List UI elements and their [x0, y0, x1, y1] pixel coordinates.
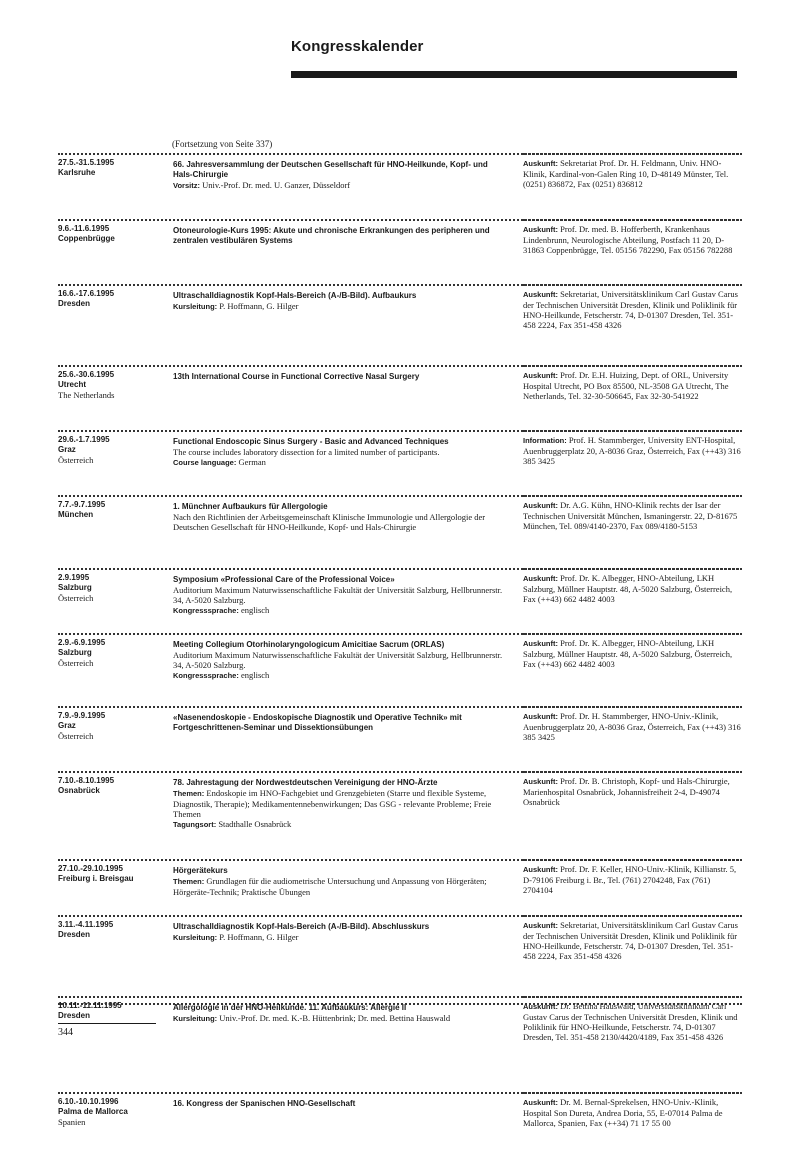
event-info-label: Auskunft:	[523, 865, 558, 874]
event-main-column	[173, 1003, 508, 1024]
event-info-text: Prof. Dr. H. Stammberger, HNO-Univ.-Klinik, Auenbruggerplatz 20, A-8036 Graz, Österreich, Fax (++43) 316 385 3425	[523, 711, 741, 742]
event-place: Graz	[58, 721, 76, 730]
event-entry	[58, 153, 742, 219]
event-info-column	[523, 224, 742, 255]
title-rule	[291, 71, 737, 78]
event-detail	[173, 457, 508, 468]
event-main-column	[173, 866, 508, 897]
event-entry	[58, 859, 742, 915]
event-title: 78. Jahrestagung der Nordwestdeutschen Vereinigung der HNO-Ärzte	[173, 778, 438, 787]
event-title: «Nasenendoskopie - Endoskopische Diagnostik und Operative Technik» mit Fortgeschrittenen-Seminar und Dissektionsübungen	[173, 713, 462, 732]
event-info-text: Prof. Dr. med. B. Hofferberth, Krankenhaus Lindenbrunn, Neurologische Abteilung, Postfach 11 20, D-31863 Coppenbrügge, Tel. 05156 782290, Fax 05156 782288	[523, 224, 733, 255]
event-main-column	[173, 778, 508, 830]
event-info-label: Auskunft:	[523, 1002, 558, 1011]
event-date: 7.9.-9.9.1995	[58, 711, 106, 720]
event-title: 66. Jahresversammlung der Deutschen Gesellschaft für HNO-Heilkunde, Kopf- und Hals-Chirurgie	[173, 160, 488, 179]
event-place: Dresden	[58, 930, 91, 939]
event-info-text: Prof. H. Stammberger, University ENT-Hospital, Auenbruggerplatz 20, A-8036 Graz, Österreich, Fax (++43) 316 385 3425	[523, 435, 741, 466]
event-date: 9.6.-11.6.1995	[58, 224, 110, 233]
event-info-text: Sekretariat, Universitätsklinikum Carl Gustav Carus der Technischen Universität Dresden, Klinik und Poliklinik für HNO-Heilkunde, Fetscherstr. 74, D-01307 Dresden, Tel. 351-458 2224, Fax 351-458 4326	[523, 920, 738, 961]
event-entry	[58, 633, 742, 706]
event-detail	[173, 876, 508, 897]
event-place: München	[58, 510, 94, 519]
event-date-column	[58, 158, 163, 178]
footer-rule	[58, 1023, 156, 1024]
event-main-column	[173, 575, 508, 616]
event-detail-text: Endoskopie im HNO-Fachgebiet und Grenzgebieten (Starre und flexible Systeme, Diagnostik, Therapie); Medikamentennebenwirkungen; Das GSG - relevante Probleme; Freie Themen	[173, 788, 492, 819]
event-title: Allergologie in der HNO-Heilkunde. 11. Aufbaukurs: Allergie II	[173, 1003, 407, 1012]
event-detail	[173, 605, 508, 616]
event-info-column	[523, 500, 742, 531]
event-place: Graz	[58, 445, 76, 454]
event-detail-label: Themen:	[173, 789, 205, 798]
event-date: 2.9.1995	[58, 573, 90, 582]
event-entry	[58, 284, 742, 365]
event-info-column	[523, 711, 742, 742]
event-date-column	[58, 1097, 163, 1127]
event-main-column	[173, 713, 508, 733]
event-info-label: Auskunft:	[523, 371, 558, 380]
event-date-column	[58, 289, 163, 309]
event-detail	[173, 819, 508, 830]
event-date-column	[58, 435, 163, 465]
event-detail-text: Auditorium Maximum Naturwissenschaftliche Fakultät der Universität Salzburg, Hellbrunnerstr. 34, A-5020 Salzburg.	[173, 585, 503, 605]
event-detail-text: Auditorium Maximum Naturwissenschaftliche Fakultät der Universität Salzburg, Hellbrunnerstr. 34, A-5020 Salzburg.	[173, 650, 503, 670]
event-place: Salzburg	[58, 648, 92, 657]
event-title: Ultraschalldiagnostik Kopf-Hals-Bereich (A-/B-Bild). Aufbaukurs	[173, 291, 417, 300]
event-date-column	[58, 573, 163, 603]
event-country: Österreich	[58, 455, 94, 465]
event-info-label: Auskunft:	[523, 1098, 558, 1107]
event-detail-label: Kursleitung:	[173, 933, 218, 942]
event-date: 3.11.-4.11.1995	[58, 920, 114, 929]
event-info-column	[523, 370, 742, 401]
event-info-text: Sekretariat Prof. Dr. H. Feldmann, Univ. HNO-Klinik, Kardinal-von-Galen Ring 10, D-48149 Münster, Tel. (0251) 836872, Fax (0251) 836812	[523, 158, 729, 189]
event-place: Coppenbrügge	[58, 234, 115, 243]
event-detail-text: englisch	[240, 670, 270, 680]
event-info-text: Prof. Dr. B. Christoph, Kopf- und Hals-Chirurgie, Marienhospital Osnabrück, Johannisfreiheit 2-4, D-49074 Osnabrück	[523, 776, 730, 807]
event-info-text: Dr. M. Bernal-Sprekelsen, HNO-Univ.-Klinik, Hospital Son Dureta, Andrea Doria, 55, E-07014 Palma de Mallorca, Spanien, Fax (++34) 71 17 55 00	[523, 1097, 723, 1128]
event-country: The Netherlands	[58, 390, 115, 400]
event-detail	[173, 301, 508, 312]
page-title: Kongresskalender	[291, 38, 424, 55]
event-place: Freiburg i. Breisgau	[58, 874, 134, 883]
event-title: Functional Endoscopic Sinus Surgery - Basic and Advanced Techniques	[173, 437, 449, 446]
event-date: 10.11.-11.11.1995	[58, 1001, 122, 1010]
event-detail-label: Kursleitung:	[173, 1014, 218, 1023]
event-date: 7.7.-9.7.1995	[58, 500, 106, 509]
event-info-label: Auskunft:	[523, 159, 558, 168]
event-title: Symposium «Professional Care of the Professional Voice»	[173, 575, 395, 584]
event-info-label: Auskunft:	[523, 574, 558, 583]
event-info-text: Prof. Dr. K. Albegger, HNO-Abteilung, LKH Salzburg, Müllner Hauptstr. 48, A-5020 Salzburg, Österreich, Fax (++43) 662 4482 4003	[523, 573, 733, 604]
event-title: Ultraschalldiagnostik Kopf-Hals-Bereich (A-/B-Bild). Abschlusskurs	[173, 922, 430, 931]
event-info-column	[523, 864, 742, 895]
event-date-column	[58, 224, 163, 244]
event-country: Österreich	[58, 658, 94, 668]
event-place: Dresden	[58, 299, 91, 308]
event-date: 27.10.-29.10.1995	[58, 864, 123, 873]
event-detail	[173, 512, 508, 532]
event-place: Palma de Mallorca	[58, 1107, 128, 1116]
event-main-column	[173, 640, 508, 681]
event-detail-label: Themen:	[173, 877, 205, 886]
event-info-column	[523, 638, 742, 669]
event-info-label: Auskunft:	[523, 225, 558, 234]
event-title: 16. Kongress der Spanischen HNO-Gesellschaft	[173, 1099, 356, 1108]
event-main-column	[173, 1099, 508, 1109]
event-info-label: Auskunft:	[523, 639, 558, 648]
event-detail	[173, 180, 508, 191]
event-date: 2.9.-6.9.1995	[58, 638, 106, 647]
event-detail-text: Univ.-Prof. Dr. med. K.-B. Hüttenbrink; Dr. med. Bettina Hauswald	[219, 1013, 451, 1023]
event-detail-label: Kongresssprache:	[173, 606, 239, 615]
event-detail	[173, 788, 508, 819]
event-date-column	[58, 776, 163, 796]
event-info-column	[523, 920, 742, 961]
event-place: Dresden	[58, 1011, 91, 1020]
event-date: 29.6.-1.7.1995	[58, 435, 110, 444]
event-detail-text: Stadthalle Osnabrück	[218, 819, 292, 829]
event-entry	[58, 568, 742, 633]
event-detail	[173, 650, 508, 670]
event-detail-text: Univ.-Prof. Dr. med. U. Ganzer, Düsseldorf	[202, 180, 351, 190]
event-date: 27.5.-31.5.1995	[58, 158, 115, 167]
event-detail-text: Grundlagen für die audiometrische Untersuchung und Anpassung von Hörgeräten; Hörgeräte-Technik; Praktische Übungen	[173, 876, 487, 897]
page-number: 344	[58, 1027, 73, 1038]
event-info-text: Sekretariat, Universitätsklinikum Carl Gustav Carus der Technischen Universität Dresden, Klinik und Poliklinik für HNO-Heilkunde, Fetscherstr. 74, D-01307 Dresden, Tel. 351-458 2224, Fax 351-458 4326	[523, 289, 738, 330]
event-entry	[58, 771, 742, 859]
event-info-label: Information:	[523, 436, 567, 445]
event-date-column	[58, 500, 163, 520]
event-main-column	[173, 226, 508, 246]
event-detail	[173, 447, 508, 457]
event-date-column	[58, 864, 163, 884]
event-title: Hörgerätekurs	[173, 866, 228, 875]
event-main-column	[173, 922, 508, 943]
event-detail-label: Vorsitz:	[173, 181, 200, 190]
event-entry	[58, 1092, 742, 1172]
event-entry	[58, 495, 742, 568]
event-country: Österreich	[58, 593, 94, 603]
event-info-text: Dr. A.G. Kühn, HNO-Klinik rechts der Isar der Technischen Universität München, Ismaningerstr. 22, D-81675 München, Tel. 089/4140-2370, Fax 089/4180-5153	[523, 500, 738, 531]
event-info-label: Auskunft:	[523, 501, 558, 510]
event-entry	[58, 706, 742, 771]
event-detail-text: Nach den Richtlinien der Arbeitsgemeinschaft Klinische Immunologie und Allergologie der Deutschen Gesellschaft für HNO-Heilkunde, Kopf- und Hals-Chirurgie	[173, 512, 486, 532]
event-main-column	[173, 160, 508, 191]
event-place: Osnabrück	[58, 786, 100, 795]
event-info-column	[523, 1001, 742, 1042]
event-date: 25.6.-30.6.1995	[58, 370, 115, 379]
event-main-column	[173, 437, 508, 468]
event-main-column	[173, 372, 508, 382]
event-entry	[58, 365, 742, 430]
event-detail-label: Kursleitung:	[173, 302, 218, 311]
event-detail	[173, 585, 508, 605]
event-place: Salzburg	[58, 583, 92, 592]
event-info-column	[523, 1097, 742, 1128]
event-date-column	[58, 638, 163, 668]
event-info-label: Auskunft:	[523, 290, 558, 299]
continuation-note: (Fortsetzung von Seite 337)	[172, 139, 273, 149]
event-main-column	[173, 291, 508, 312]
event-info-label: Auskunft:	[523, 921, 558, 930]
event-title: Meeting Collegium Otorhinolaryngologicum Amicitiae Sacrum (ORLAS)	[173, 640, 445, 649]
event-date-column	[58, 370, 163, 400]
event-title: 13th International Course in Functional Corrective Nasal Surgery	[173, 372, 420, 381]
event-country: Spanien	[58, 1117, 86, 1127]
event-place: Karlsruhe	[58, 168, 96, 177]
event-detail	[173, 1013, 508, 1024]
event-detail-text: P. Hoffmann, G. Hilger	[219, 301, 299, 311]
event-date-column	[58, 711, 163, 741]
event-info-column	[523, 776, 742, 807]
event-detail	[173, 670, 508, 681]
event-info-text: Prof. Dr. E.H. Huizing, Dept. of ORL, University Hospital Utrecht, PO Box 85500, NL-3508 GA Utrecht, The Netherlands, Tel. 32-30-506645, Fax 32-30-541922	[523, 370, 729, 401]
event-info-column	[523, 289, 742, 330]
event-info-label: Auskunft:	[523, 712, 558, 721]
event-title: 1. Münchner Aufbaukurs für Allergologie	[173, 502, 328, 511]
event-date-column	[58, 920, 163, 940]
events-list	[58, 153, 742, 1172]
event-date: 7.10.-8.10.1995	[58, 776, 115, 785]
event-country: Österreich	[58, 731, 94, 741]
event-date: 16.6.-17.6.1995	[58, 289, 115, 298]
event-info-label: Auskunft:	[523, 777, 558, 786]
bottom-dotted-rule	[58, 1003, 742, 1005]
event-detail-label: Tagungsort:	[173, 820, 217, 829]
event-info-column	[523, 573, 742, 604]
event-info-column	[523, 435, 742, 466]
event-entry	[58, 430, 742, 495]
event-entry	[58, 219, 742, 284]
event-title: Otoneurologie-Kurs 1995: Akute und chronische Erkrankungen des peripheren und zentralen vestibulären Systems	[173, 226, 490, 245]
event-detail-text: englisch	[240, 605, 270, 615]
event-detail-text: The course includes laboratory dissection for a limited number of participants.	[173, 447, 440, 457]
event-entry	[58, 915, 742, 996]
event-detail-text: P. Hoffmann, G. Hilger	[219, 932, 299, 942]
event-detail	[173, 932, 508, 943]
event-date: 6.10.-10.10.1996	[58, 1097, 119, 1106]
event-place: Utrecht	[58, 380, 87, 389]
event-info-text: Prof. Dr. K. Albegger, HNO-Abteilung, LKH Salzburg, Müllner Hauptstr. 48, A-5020 Salzburg, Österreich, Fax (++43) 662 4482 4003	[523, 638, 733, 669]
event-detail-label: Course language:	[173, 458, 237, 467]
event-info-column	[523, 158, 742, 189]
event-detail-label: Kongresssprache:	[173, 671, 239, 680]
event-info-text: Dr. Bettina Hauswald, Universitätsklinikum Carl Gustav Carus der Technischen Universität Dresden, Klinik und Poliklinik für HNO-Heilkunde, Fetscherstr. 74, D-01307 Dresden, Tel. 351-458 2130/4420/4189, Fax 351-458 4326	[523, 1001, 738, 1042]
event-detail-text: German	[238, 457, 266, 467]
event-main-column	[173, 502, 508, 532]
event-info-text: Prof. Dr. F. Keller, HNO-Univ.-Klinik, Killianstr. 5, D-79106 Freiburg i. Br., Tel. (761) 2704248, Fax (761) 2704104	[523, 864, 737, 895]
